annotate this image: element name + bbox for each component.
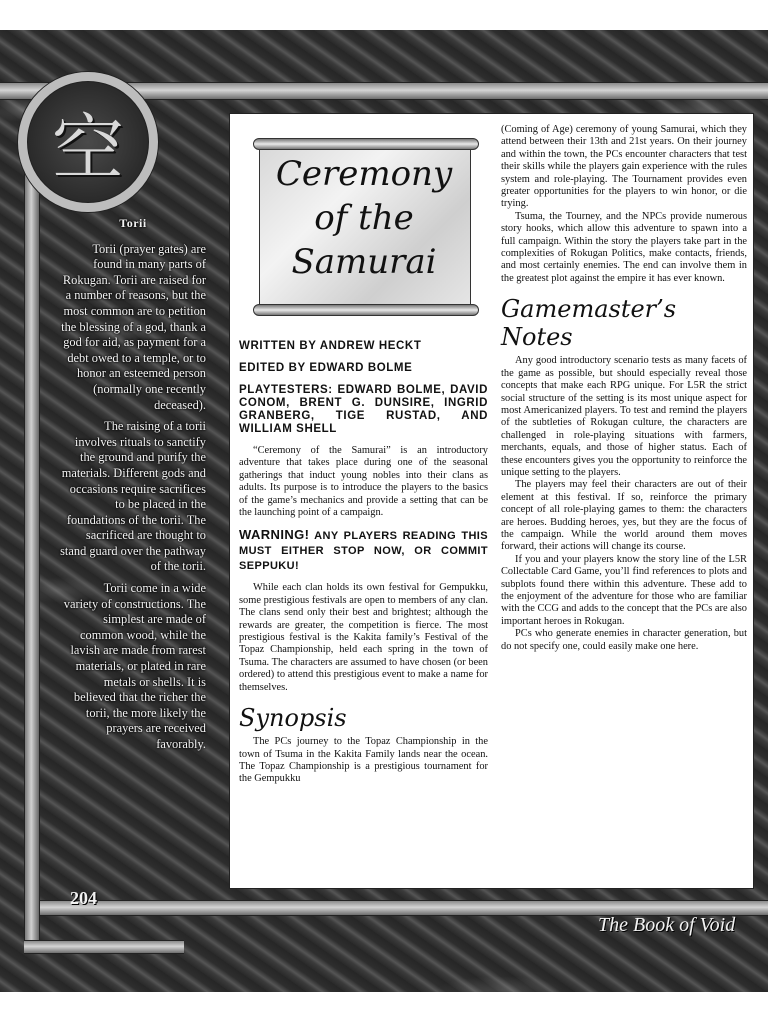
synopsis-paragraph: The PCs journey to the Topaz Championship in the town of Tsuma in the Kakita Family lands near the ocean. The Topaz Championship is a prestigious tournament for the Gempukku: [239, 736, 488, 785]
festival-paragraph: While each clan holds its own festival for Gempukku, some prestigious festivals are open to members of any clan. The clans send only their best and brightest; although the rewards are greater, the competition is fierce. The most prestigious festival is the Kakita family’s Festival of the Topaz Championship, held each spring in the town of Tsuma. The characters are assumed to have chosen (or been ordered) to attend this prestigious event to make a name for themselves.: [239, 582, 488, 693]
torii-sidebar: [60, 216, 206, 759]
sidebar-paragraph: Torii come in a wide variety of constructions. The simplest are made of common wood, while the lavish are made from rarest materials, or plated in rare metals or shells. It is believed that the richer the torii, the more likely the prayers are received favorably.: [63, 581, 206, 751]
scroll-rod-top: [253, 138, 479, 150]
article-panel: [229, 113, 754, 889]
article-title: [259, 152, 469, 284]
void-kanji-icon: 空: [51, 106, 124, 190]
title-line: of the: [314, 198, 414, 238]
continued-paragraph: (Coming of Age) ceremony of young Samurai, which they attend between their 13th and 21st years. On their journey and within the town, the PCs encounter characters that test their skills while the players gain experience with the rules system and role-playing. The Tournament provides even greater opportunities for the players to win honor, or die trying.: [501, 124, 747, 210]
warning-notice: [239, 527, 488, 574]
story-hooks-paragraph: Tsuma, the Tourney, and the NPCs provide numerous story hooks, which allow this adventure to spawn into a full campaign. Within the story the players take part in the complexities of Rokugan Politics, make contacts, friends, and most certainly enemies. The end can involve them in the greatest plot against the empire it has ever known.: [501, 210, 747, 284]
right-column: [501, 124, 747, 653]
scroll-rod-bottom: [253, 304, 479, 316]
title-line: Ceremony: [275, 154, 453, 194]
title-scroll: [253, 124, 479, 324]
gm-paragraph: Any good introductory scenario tests as many facets of the game as possible, but should especially reveal those concepts that make each RPG unique. For L5R the strict social structure of the setting is its most unique aspect for most Americanized players. To test and remind the players of the subtleties of Rokugan culture, the characters are challenged in role-playing situations with farmers, merchants, equals, and those of higher status. Each of these encounters gives you the opportunity to reinforce the unique setting to the players.: [501, 355, 747, 478]
title-line: Samurai: [291, 242, 437, 282]
sidebar-title: Torii: [119, 216, 147, 230]
warning-text: ANY PLAYERS READING THIS MUST EITHER STOP NOW, OR COMMIT SEPPUKU!: [239, 530, 488, 573]
synopsis-heading: Synopsis: [239, 704, 347, 733]
sidebar-paragraph: Torii (prayer gates) are found in many parts of Rokugan. Torii are raised for a number of reasons, but the most common are to petition the blessing of a god, thank a god for aid, as payment for a debt owed to a temple, or to honor an esteemed person (normally one recently deceased).: [61, 241, 206, 412]
intro-paragraph: “Ceremony of the Samurai” is an introductory adventure that takes place during one of the seasonal gatherings that induct young nobles into their clans as adults. Its purpose is to introduce the players to the basics of the game’s mechanics and provide a setting that can be the launching point of a campaign.: [239, 445, 488, 519]
page-number: 204: [70, 888, 97, 908]
left-column: [239, 114, 488, 786]
gm-paragraph: PCs who generate enemies in character generation, but do not specify one, could easily make one here.: [501, 628, 747, 652]
gm-notes-heading: Gamemaster’s Notes: [501, 295, 677, 352]
warning-word: WARNING!: [239, 527, 310, 543]
sidebar-paragraph: The raising of a torii involves rituals to sanctify the ground and purify the materials. Different gods and occasions require sacrifices to be placed in the foundations of the torii. The sacrificed are thought to stand guard over the pathway of the torii.: [60, 419, 206, 574]
left-frame-bar: [24, 150, 40, 950]
gm-paragraph: If you and your players know the story line of the L5R Collectable Card Game, you’ll find references to plots and subplots found there within this adventure. These add to the enjoyment of the adventure for those who are familiar with the CCG and adds to the concept that the PCs are also important heroes in Rokugan.: [501, 553, 747, 627]
edited-by: EDITED BY EDWARD BOLME: [239, 362, 413, 374]
gm-paragraph: The players may feel their characters are out of their element at this festival. If so, reinforce the primary concept of all role-playing games to them: the characters are heroes. Budding heroes, yes, but they are the focus of the campaign. While the world around them moves forward, their actions will change its course.: [501, 479, 747, 553]
playtesters: PLAYTESTERS: EDWARD BOLME, DAVID CONOM, BRENT G. DUNSIRE, INGRID GRANBERG, TIGE RUSTAD, AND WILLIAM SHELL: [239, 384, 488, 435]
bottom-left-frame-bar: [24, 940, 184, 954]
written-by: WRITTEN BY ANDREW HECKT: [239, 340, 422, 352]
book-title: The Book of Void: [598, 914, 736, 936]
